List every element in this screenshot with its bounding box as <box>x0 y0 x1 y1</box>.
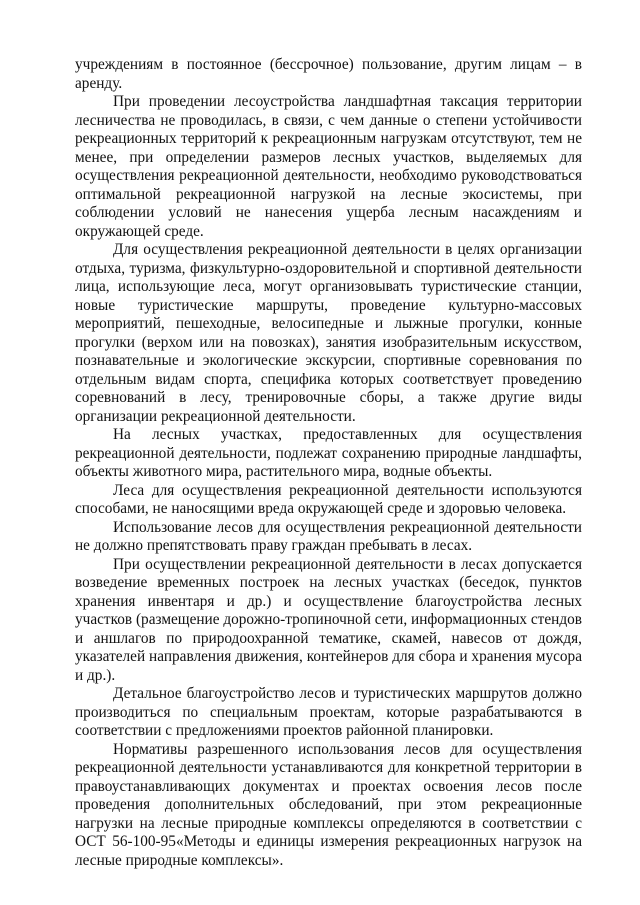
paragraph-recreation-activities: Для осуществления рекреационной деятельности в целях организации отдыха, туризма, физкультурно-оздоровительной и спортивной деятельности лица, использующие леса, могут организовывать туристические станции, новые туристические маршруты, проведение культурно-массовых мероприятий, пешеходные, велосипедные и лыжные прогулки, конные прогулки (верхом или на повозках), занятия изобразительным искусством, познавательные и экологические экскурсии, спортивные соревнования по отдельным видам спорта, специфика которых соответствует проведению соревнований в лесу, тренировочные сборы, а также другие виды организации рекреационной деятельности. <box>75 241 582 425</box>
paragraph-landscape-taxation: При проведении лесоустройства ландшафтная таксация территории лесничества не проводилась, в связи, с чем данные о степени устойчивости рекреационных территорий к рекреационным нагрузкам отсутствуют, тем не менее, при определении размеров лесных участков, выделяемых для осуществления рекреационной деятельности, необходимо руководствоваться оптимальной рекреационной нагрузкой на лесные экосистемы, при соблюдении условий не нанесения ущерба лесным насаждениям и окружающей среде. <box>75 93 582 240</box>
document-page <box>75 56 582 870</box>
paragraph-standards: Нормативы разрешенного использования лесов для осуществления рекреационной деятельности устанавливаются для конкретной территории в правоустанавливающих документах и проектах освоения лесов после проведения дополнительных обследований, при этом рекреационные нагрузки на лесные природные комплексы определяются в соответствии с ОСТ 56-100-95«Методы и единицы измерения рекреационных нагрузок на лесные природные комплексы». <box>75 740 582 869</box>
paragraph-usage-methods: Леса для осуществления рекреационной деятельности используются способами, не наносящими вреда окружающей среде и здоровью человека. <box>75 481 582 517</box>
paragraph-temporary-buildings: При осуществлении рекреационной деятельности в лесах допускается возведение временных построек на лесных участках (беседок, пунктов хранения инвентаря и др.) и осуществление благоустройства лесных участков (размещение дорожно-тропиночной сети, информационных стендов и аншлагов по природоохранной тематике, скамей, навесов от дождя, указателей направления движения, контейнеров для сбора и хранения мусора и др.). <box>75 555 582 684</box>
paragraph-citizen-rights: Использование лесов для осуществления рекреационной деятельности не должно препятствовать праву граждан пребывать в лесах. <box>75 518 582 554</box>
paragraph-continuation: учреждениям в постоянное (бессрочное) пользование, другим лицам – в аренду. <box>75 56 582 92</box>
paragraph-improvement-projects: Детальное благоустройство лесов и туристических маршрутов должно производиться по специальным проектам, которые разрабатываются в соответствии с предложениями проектов районной планировки. <box>75 685 582 739</box>
paragraph-preservation: На лесных участках, предоставленных для осуществления рекреационной деятельности, подлежат сохранению природные ландшафты, объекты животного мира, растительного мира, водные объекты. <box>75 426 582 480</box>
